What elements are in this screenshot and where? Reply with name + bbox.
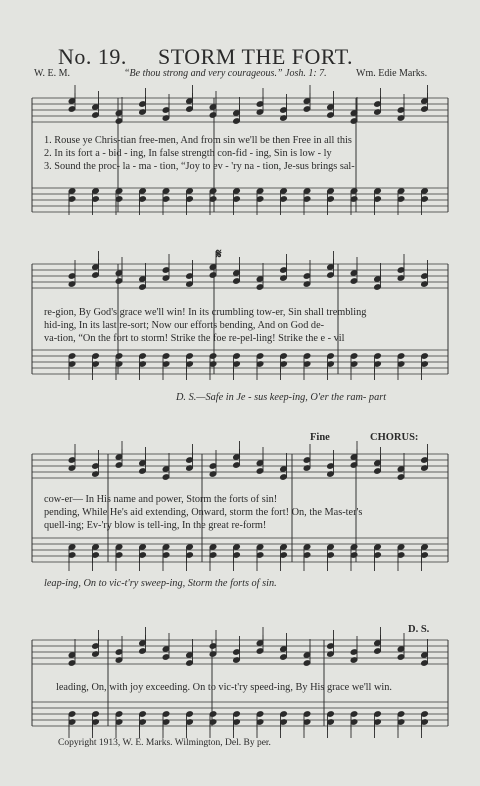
system2-verse2: hid-ing, In its last re-sort; Now our efforts bending, And on God de- bbox=[44, 320, 325, 331]
chorus-marker: CHORUS: bbox=[370, 432, 419, 443]
system2-verse3: va-tion, “On the fort to storm! Strike the foe re-pel-ling! Strike the e - vil bbox=[44, 333, 345, 344]
system2-verse1: re-gion, By God's grace we'll win! In its crumbling tow-er, Sin shall trembling bbox=[44, 307, 367, 318]
copyright-notice: Copyright 1913, W. E. Marks. Wilmington, Del. By per. bbox=[58, 738, 271, 748]
fine-marker: Fine bbox=[310, 432, 330, 443]
hymn-title: STORM THE FORT. bbox=[158, 44, 354, 69]
system3-verse3: quell-ing; Ev-'ry blow is tell-ing, In the great re-form! bbox=[44, 520, 267, 531]
system4-verse: leading, On, with joy exceeding. On to vic-t'ry speed-ing, By His grace we'll win. bbox=[56, 682, 392, 693]
system1-verse3: 3. Sound the proc- la - ma - tion, “Joy to ev - 'ry na - tion, Je-sus brings sal- bbox=[44, 161, 355, 172]
segno-sign: 𝄋 bbox=[216, 246, 222, 261]
system1-verse1: 1. Rouse ye Chris-tian free-men, And from sin we'll be then Free in all this bbox=[44, 135, 352, 146]
scripture-reference: “Be thou strong and very courageous.” Josh. 1: 7. bbox=[124, 68, 327, 79]
ds-marker: D. S. bbox=[408, 624, 430, 635]
system2-ds-line: D. S.—Safe in Je - sus keep-ing, O'er the ram- part bbox=[176, 392, 387, 403]
system3-verse1: cow-er— In His name and power, Storm the forts of sin! bbox=[44, 494, 278, 505]
composer-name: Wm. Edie Marks. bbox=[356, 68, 428, 79]
system3-ds-line: leap-ing, On to vic-t'ry sweep-ing, Storm the forts of sin. bbox=[44, 578, 277, 589]
system1-verse2: 2. In its fort a - bid - ing, In false strength con-fid - ing, Sin is low - ly bbox=[44, 148, 332, 159]
author-initials: W. E. M. bbox=[34, 68, 71, 79]
system3-verse2: pending, While He's aid extending, Onward, storm the fort! On, the Mas-ter's bbox=[44, 507, 363, 518]
hymn-number: No. 19. bbox=[58, 44, 127, 69]
